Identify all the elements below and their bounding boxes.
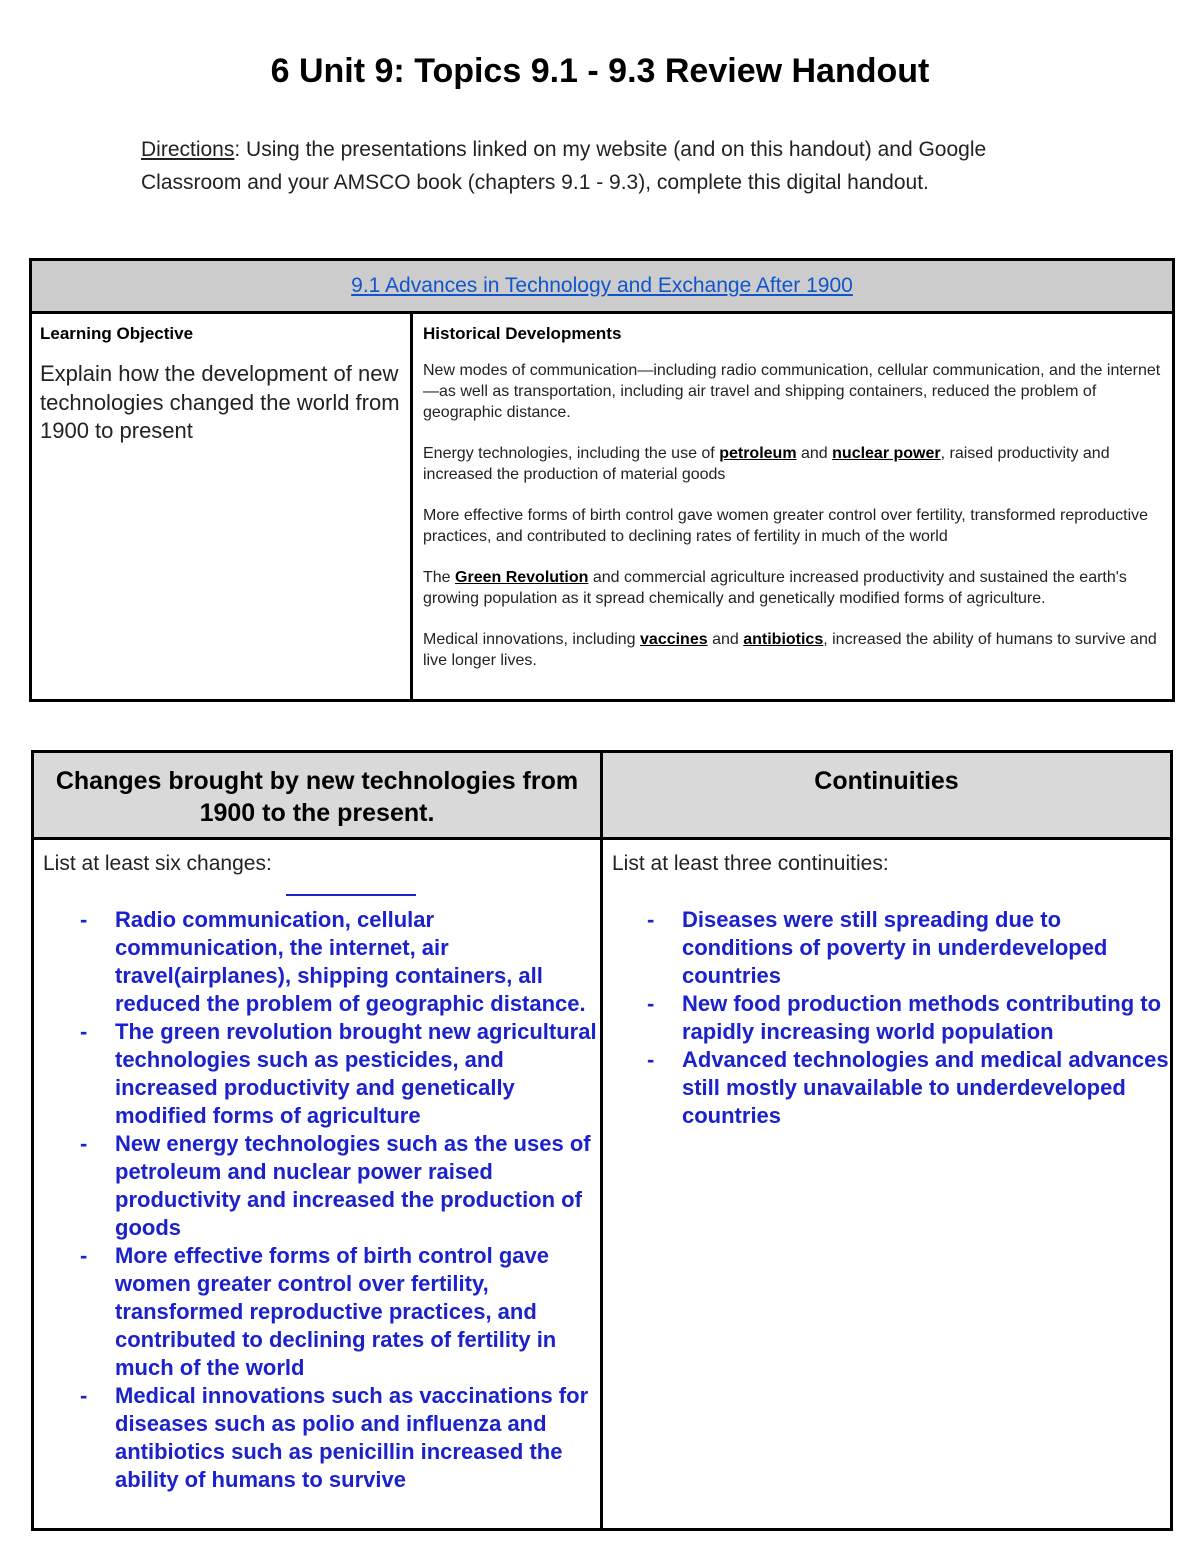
changes-prompt: List at least six changes: <box>43 852 272 875</box>
continuities-list <box>603 906 1170 1130</box>
changes-column <box>34 753 603 1528</box>
list-item[interactable]: - Medical innovations such as vaccinations for diseases such as polio and influenza and antibiotics such as penicillin increased the ability of humans to survive <box>80 1383 589 1492</box>
changes-continuities-table <box>31 750 1173 1531</box>
topic-9-1-table <box>29 258 1175 702</box>
text-underline-mark <box>286 894 416 896</box>
development-birth-control: More effective forms of birth control gave women greater control over fertility, transformed reproductive practices, and contributed to declining rates of fertility in much of the world <box>423 507 1149 545</box>
development-medical: Medical innovations, including vaccines and antibiotics, increased the ability of humans to survive and live longer lives. <box>423 631 1157 669</box>
development-energy: Energy technologies, including the use of petroleum and nuclear power, raised productivity and increased the production of material goods <box>423 445 1110 483</box>
development-green-revolution: The Green Revolution and commercial agriculture increased productivity and sustained the earth's growing population as it spread chemically and genetically modified forms of agriculture. <box>423 569 1127 607</box>
learning-objective-label: Learning Objective <box>40 324 194 343</box>
learning-objective-text: Explain how the development of new technologies changed the world from 1900 to present <box>40 361 400 443</box>
page-title: 6 Unit 9: Topics 9.1 - 9.3 Review Handout <box>270 52 930 90</box>
historical-developments-label: Historical Developments <box>423 324 622 343</box>
list-item[interactable]: - New energy technologies such as the uses of petroleum and nuclear power raised productivity and increased the production of goods <box>80 1131 591 1240</box>
historical-developments-cell <box>413 314 1172 699</box>
development-communication: New modes of communication—including radio communication, cellular communication, and the internet—as well as transportation, including air travel and shipping containers, reduced the problem of geographic distance. <box>423 362 1161 421</box>
keyword-antibiotics: antibiotics <box>743 631 824 648</box>
list-item[interactable]: - More effective forms of birth control gave women greater control over fertility, transformed reproductive practices, and contributed to declining rates of fertility in much of the world <box>80 1243 557 1380</box>
list-item[interactable]: - New food production methods contributing to rapidly increasing world population <box>647 991 1162 1044</box>
keyword-vaccines: vaccines <box>640 631 708 648</box>
list-item[interactable]: - Diseases were still spreading due to conditions of poverty in underdeveloped countries <box>647 907 1108 988</box>
keyword-nuclear-power: nuclear power <box>832 445 941 462</box>
directions-text: : Using the presentations linked on my website (and on this handout) and Google Classroom and your AMSCO book (chapters 9.1 - 9.3), complete this digital handout. <box>141 138 987 194</box>
continuities-column <box>603 753 1170 1528</box>
list-item[interactable]: - The green revolution brought new agricultural technologies such as pesticides, and increased productivity and genetically modified forms of agriculture <box>80 1019 597 1128</box>
directions-paragraph <box>141 134 1041 199</box>
changes-list <box>34 906 600 1494</box>
list-item[interactable]: - Advanced technologies and medical advances still mostly unavailable to underdeveloped countries <box>647 1047 1169 1128</box>
keyword-petroleum: petroleum <box>719 445 797 462</box>
directions-label: Directions <box>141 138 235 161</box>
topic-table-header <box>32 261 1172 314</box>
continuities-prompt: List at least three continuities: <box>612 852 889 875</box>
changes-header: Changes brought by new technologies from 1900 to the present. <box>34 753 600 840</box>
list-item[interactable]: - Radio communication, cellular communication, the internet, air travel(airplanes), shipping containers, all reduced the problem of geographic distance. <box>80 907 586 1016</box>
learning-objective-cell <box>32 314 413 699</box>
keyword-green-revolution: Green Revolution <box>455 569 589 586</box>
continuities-header: Continuities <box>603 753 1170 840</box>
topic-9-1-link[interactable]: 9.1 Advances in Technology and Exchange After 1900 <box>351 274 853 297</box>
